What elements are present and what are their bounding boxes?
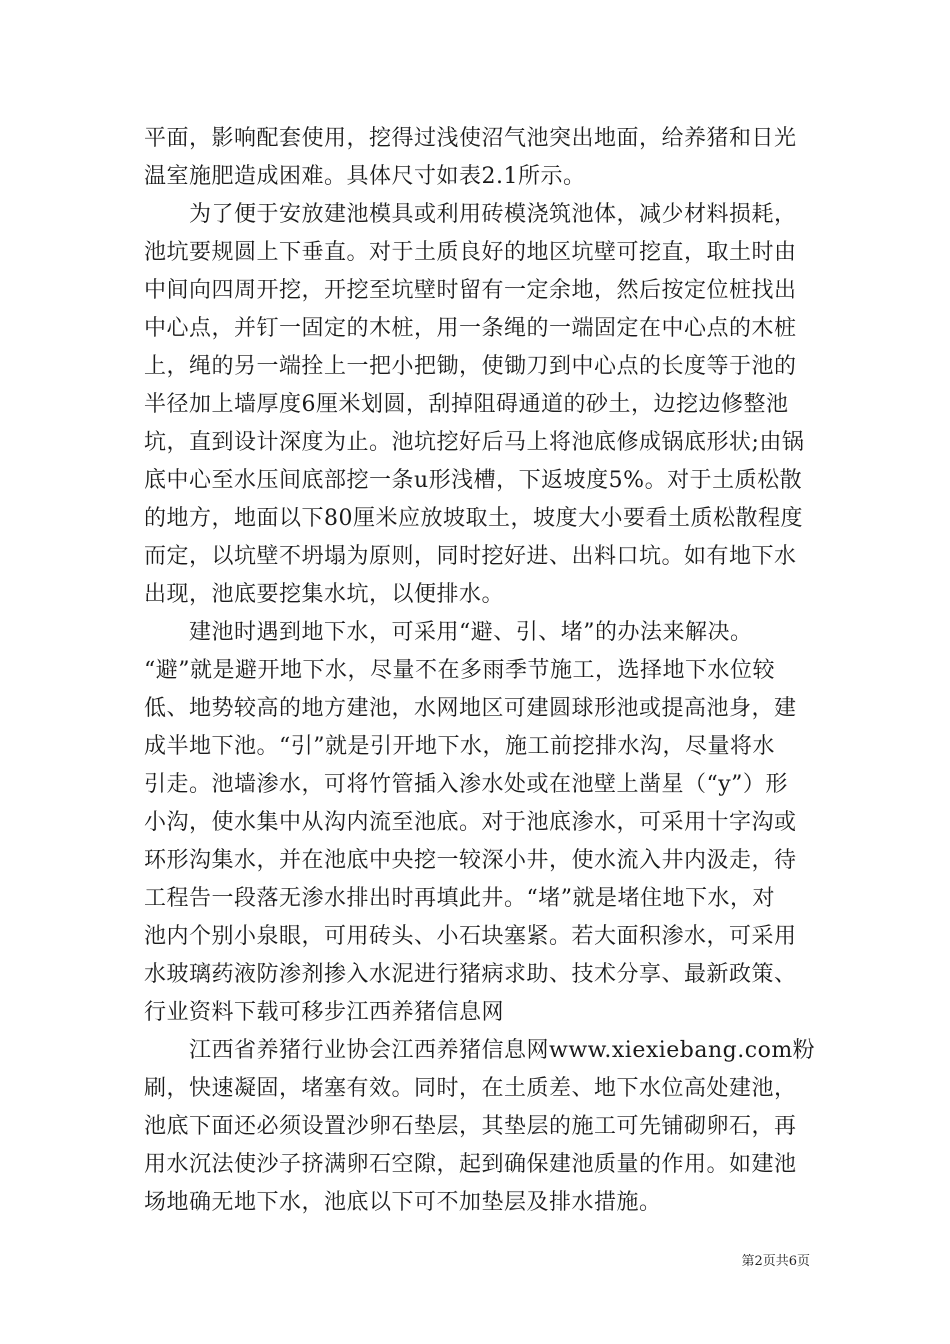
- text-line: 出现，池底要挖集水坑，以便排水。: [144, 582, 505, 607]
- text-line: 用水沉法使沙子挤满卵石空隙，起到确保建池质量的作用。如建池: [144, 1152, 797, 1177]
- text-line: 池坑要规圆上下垂直。对于土质良好的地区坑壁可挖直，取土时由: [144, 240, 797, 265]
- text-line: 行业资料下载可移步江西养猪信息网: [144, 1000, 505, 1025]
- text-line: 平面，影响配套使用，挖得过浅使沼气池突出地面，给养猪和日光: [144, 126, 797, 151]
- text-line: 江西省养猪行业协会江西养猪信息网www.xiexiebang.com粉: [144, 1038, 816, 1063]
- page-number: 第2页共6页: [741, 1254, 810, 1269]
- text-line: 池内个别小泉眼，可用砖头、小石块塞紧。若大面积渗水，可采用: [144, 924, 797, 949]
- text-line: 半径加上墙厚度6厘米划圆，刮掉阻碍通道的砂土，边挖边修整池: [144, 392, 789, 417]
- paragraph-3: [144, 614, 809, 1032]
- text-line: 温室施肥造成困难。具体尺寸如表2.1所示。: [144, 164, 586, 189]
- paragraph-4: [144, 1032, 816, 1222]
- text-line: 成半地下池。“引”就是引开地下水，施工前挖排水沟，尽量将水: [144, 734, 775, 759]
- text-line: 中心点，并钉一固定的木桩，用一条绳的一端固定在中心点的木桩: [144, 316, 797, 341]
- text-line: 中间向四周开挖，开挖至坑壁时留有一定余地，然后按定位桩找出: [144, 278, 797, 303]
- text-line: “避”就是避开地下水，尽量不在多雨季节施工，选择地下水位较: [144, 658, 775, 683]
- text-line: 环形沟集水，并在池底中央挖一较深小井，使水流入井内汲走，待: [144, 848, 797, 873]
- text-line: 刷，快速凝固，堵塞有效。同时，在土质差、地下水位高处建池，: [144, 1076, 797, 1101]
- text-line: 低、地势较高的地方建池，水网地区可建圆球形池或提高池身，建: [144, 696, 797, 721]
- text-line: 引走。池墙渗水，可将竹管插入渗水处或在池壁上凿星（“y”）形: [144, 772, 788, 797]
- text-line: 而定，以坑壁不坍塌为原则，同时挖好进、出料口坑。如有地下水: [144, 544, 797, 569]
- text-line: 坑，直到设计深度为止。池坑挖好后马上将池底修成锅底形状;由锅: [144, 430, 805, 455]
- document-body: [144, 120, 816, 1222]
- text-line: 工程告一段落无渗水排出时再填此井。“堵”就是堵住地下水，对: [144, 886, 775, 911]
- paragraph-2: [144, 196, 809, 614]
- text-line: 底中心至水压间底部挖一条u形浅槽，下返坡度5%。对于土质松散: [144, 468, 803, 493]
- text-line: 水玻璃药液防渗剂掺入水泥进行猪病求助、技术分享、最新政策、: [144, 962, 797, 987]
- paragraph-1: [144, 120, 809, 196]
- text-line: 建池时遇到地下水，可采用“避、引、堵”的办法来解决。: [144, 620, 753, 645]
- text-line: 池底下面还必须设置沙卵石垫层，其垫层的施工可先铺砌卵石，再: [144, 1114, 797, 1139]
- text-line: 场地确无地下水，池底以下可不加垫层及排水措施。: [144, 1190, 662, 1215]
- text-line: 的地方，地面以下80厘米应放坡取土，坡度大小要看土质松散程度: [144, 506, 803, 531]
- text-line: 为了便于安放建池模具或利用砖模浇筑池体，减少材料损耗，: [144, 202, 797, 227]
- text-line: 小沟，使水集中从沟内流至池底。对于池底渗水，可采用十字沟或: [144, 810, 797, 835]
- text-line: 上，绳的另一端拴上一把小把锄，使锄刀到中心点的长度等于池的: [144, 354, 797, 379]
